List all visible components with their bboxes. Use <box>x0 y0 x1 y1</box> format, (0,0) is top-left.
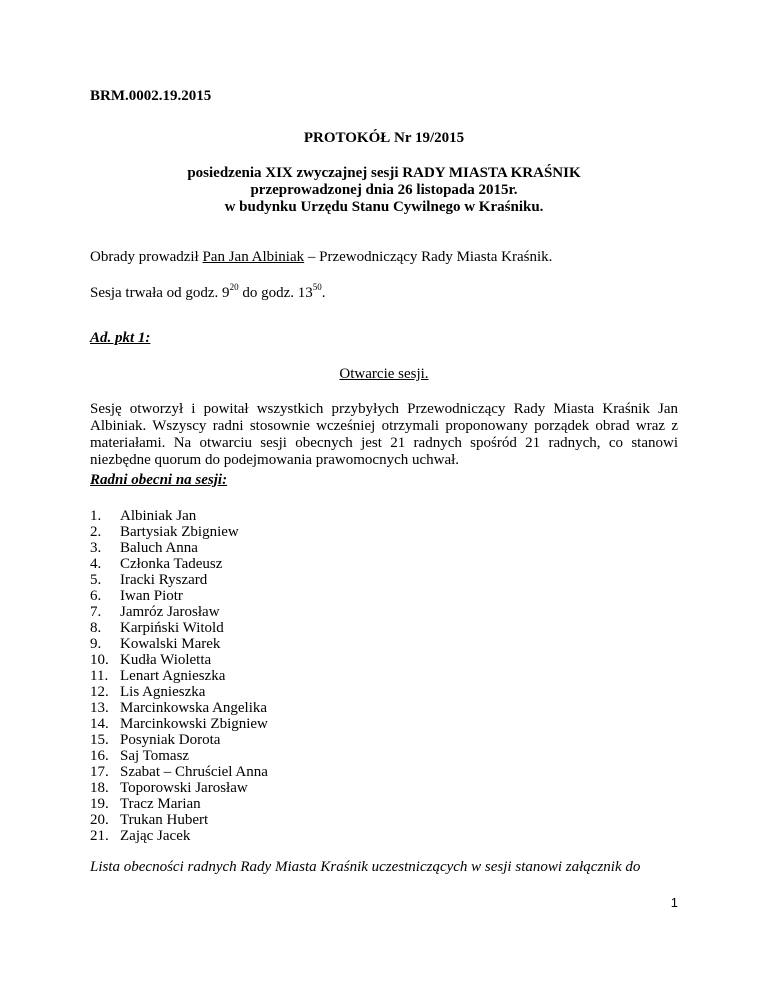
attendee-item <box>90 748 390 764</box>
attendee-number: 2. <box>90 524 102 540</box>
chair-suffix: – Przewodniczący Rady Miasta Kraśnik. <box>304 249 553 265</box>
duration-end-minutes: 50 <box>312 282 322 292</box>
attendee-item <box>90 764 390 780</box>
attendee-number: 9. <box>90 636 102 652</box>
attendee-item <box>90 716 390 732</box>
attendee-number: 4. <box>90 556 102 572</box>
footer-note: Lista obecności radnych Rady Miasta Kraśnik uczestniczących w sesji stanowi załącznik do <box>90 859 641 875</box>
duration-prefix: Sesja trwała od godz. 9 <box>90 285 230 301</box>
attendees-heading: Radni obecni na sesji: <box>90 472 228 488</box>
attendee-name: Marcinkowska Angelika <box>120 700 268 716</box>
attendee-name: Tracz Marian <box>120 796 201 812</box>
attendee-item <box>90 796 390 812</box>
attendee-item <box>90 812 390 828</box>
session-duration <box>90 282 326 302</box>
page-number: 1 <box>670 895 678 910</box>
attendee-item <box>90 524 390 540</box>
attendee-item <box>90 588 390 604</box>
attendee-name: Karpiński Witold <box>120 620 224 636</box>
attendee-item <box>90 620 390 636</box>
section-heading: Ad. pkt 1: <box>90 330 151 346</box>
attendee-number: 3. <box>90 540 102 556</box>
subtitle-line-2: przeprowadzonej dnia 26 listopada 2015r. <box>250 182 518 198</box>
attendee-number: 14. <box>90 716 109 732</box>
attendee-name: Baluch Anna <box>120 540 198 556</box>
attendee-item <box>90 604 390 620</box>
attendee-number: 1. <box>90 508 102 524</box>
attendee-item <box>90 780 390 796</box>
attendee-item <box>90 556 390 572</box>
attendee-number: 17. <box>90 764 109 780</box>
attendee-number: 5. <box>90 572 102 588</box>
document-reference: BRM.0002.19.2015 <box>90 88 212 104</box>
chair-line <box>90 249 552 266</box>
attendee-name: Kudła Wioletta <box>120 652 212 668</box>
chair-name: Pan Jan Albiniak <box>202 249 305 265</box>
attendee-name: Trukan Hubert <box>120 812 209 828</box>
attendee-item <box>90 636 390 652</box>
attendee-number: 8. <box>90 620 102 636</box>
attendee-name: Toporowski Jarosław <box>120 780 248 796</box>
duration-start-minutes: 20 <box>229 282 239 292</box>
attendee-item <box>90 668 390 684</box>
attendee-number: 12. <box>90 684 109 700</box>
duration-suffix: . <box>321 285 326 301</box>
attendee-name: Członka Tadeusz <box>120 556 223 572</box>
attendee-number: 6. <box>90 588 102 604</box>
attendee-item <box>90 508 390 524</box>
attendee-item <box>90 732 390 748</box>
attendee-name: Iwan Piotr <box>120 588 183 604</box>
attendee-name: Albiniak Jan <box>120 508 197 524</box>
attendee-name: Jamróz Jarosław <box>120 604 220 620</box>
attendee-name: Iracki Ryszard <box>120 572 208 588</box>
attendee-number: 10. <box>90 652 109 668</box>
attendee-name: Bartysiak Zbigniew <box>120 524 239 540</box>
attendee-name: Saj Tomasz <box>120 748 190 764</box>
attendee-item <box>90 700 390 716</box>
attendee-item <box>90 828 390 844</box>
attendee-number: 11. <box>90 668 109 684</box>
attendee-number: 16. <box>90 748 109 764</box>
attendee-number: 13. <box>90 700 109 716</box>
attendee-number: 19. <box>90 796 109 812</box>
attendee-name: Zając Jacek <box>120 828 191 844</box>
subtitle-line-1: posiedzenia XIX zwyczajnej sesji RADY MIASTA KRAŚNIK <box>187 165 581 181</box>
chair-prefix: Obrady prowadził <box>90 249 203 265</box>
section-title: Otwarcie sesji. <box>339 366 429 382</box>
attendee-name: Kowalski Marek <box>120 636 221 652</box>
attendee-number: 18. <box>90 780 109 796</box>
attendee-number: 21. <box>90 828 109 844</box>
attendee-name: Lenart Agnieszka <box>120 668 226 684</box>
attendee-item <box>90 652 390 668</box>
body-paragraph: Sesję otworzył i powitał wszystkich przybyłych Przewodniczący Rady Miasta Kraśnik Jan Albiniak. Wszyscy radni stosownie wcześniej otrzymali proponowany porządek obrad wraz z materiałami. Na otwarciu sesji obecnych jest 21 radnych spośród 21 radnych, co stanowi niezbędne quorum do podejmowania prawomocnych uchwał. <box>90 401 678 468</box>
attendee-number: 20. <box>90 812 109 828</box>
attendee-item <box>90 572 390 588</box>
attendee-number: 15. <box>90 732 109 748</box>
document-title: PROTOKÓŁ Nr 19/2015 <box>303 130 465 146</box>
attendee-item <box>90 684 390 700</box>
attendee-name: Posyniak Dorota <box>120 732 221 748</box>
attendee-name: Marcinkowski Zbigniew <box>120 716 268 732</box>
attendee-item <box>90 540 390 556</box>
attendee-name: Lis Agnieszka <box>120 684 206 700</box>
duration-middle: do godz. 13 <box>238 285 313 301</box>
attendee-number: 7. <box>90 604 102 620</box>
attendee-name: Szabat – Chruściel Anna <box>120 764 268 780</box>
subtitle-line-3: w budynku Urzędu Stanu Cywilnego w Kraśniku. <box>224 199 544 215</box>
